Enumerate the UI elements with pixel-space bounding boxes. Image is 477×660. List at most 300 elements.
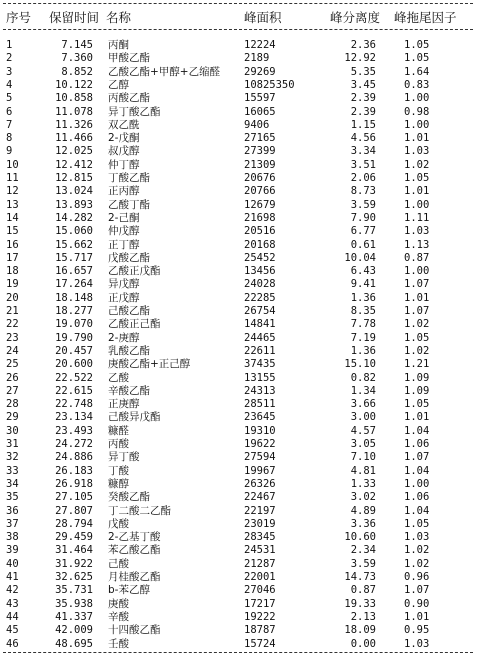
- cell-compound-name: 2-庚醇: [108, 331, 140, 344]
- table-bottom-rule: [3, 652, 473, 653]
- table-row: [0, 518, 477, 531]
- cell-compound-name: 丙酮: [108, 39, 129, 51]
- cell-retention-time: 20.457: [55, 344, 93, 357]
- cell-resolution: 3.36: [350, 517, 376, 530]
- table-row: [0, 172, 477, 185]
- cell-index: 41: [6, 571, 19, 583]
- table-row: [0, 278, 477, 291]
- cell-tailing-factor: 1.02: [404, 544, 430, 557]
- table-row: [0, 265, 477, 278]
- cell-tailing-factor: 1.03: [404, 225, 430, 238]
- cell-peak-area: 20168: [244, 238, 276, 251]
- cell-tailing-factor: 1.09: [404, 371, 430, 384]
- cell-compound-name: 丁二酸二乙酯: [108, 504, 171, 517]
- cell-tailing-factor: 1.03: [404, 145, 430, 158]
- cell-index: 37: [6, 517, 19, 530]
- cell-compound-name: 叔戊醇: [108, 145, 140, 158]
- cell-index: 9: [6, 145, 13, 158]
- cell-tailing-factor: 1.02: [404, 557, 430, 570]
- table-row: [0, 544, 477, 557]
- table-row: [0, 225, 477, 238]
- cell-index: 43: [6, 597, 19, 610]
- table-row: [0, 398, 477, 411]
- cell-index: 27: [6, 384, 19, 397]
- cell-index: 35: [6, 491, 19, 504]
- cell-retention-time: 15.662: [55, 238, 93, 251]
- cell-index: 28: [6, 398, 19, 411]
- cell-index: 12: [6, 185, 19, 198]
- cell-peak-area: 13456: [244, 265, 276, 278]
- cell-resolution: 4.56: [350, 132, 376, 145]
- cell-tailing-factor: 0.90: [404, 597, 430, 610]
- cell-index: 10: [6, 158, 19, 171]
- cell-retention-time: 22.615: [55, 384, 93, 397]
- cell-compound-name: 仲戊醇: [108, 225, 140, 238]
- cell-tailing-factor: 0.83: [404, 78, 430, 91]
- table-row: [0, 611, 477, 624]
- cell-index: 38: [6, 531, 19, 544]
- table-row: [0, 252, 477, 265]
- table-row: [0, 571, 477, 584]
- cell-peak-area: 27594: [244, 451, 276, 464]
- cell-retention-time: 7.360: [61, 52, 93, 65]
- cell-index: 20: [6, 291, 19, 304]
- cell-peak-area: 10825350: [244, 78, 295, 91]
- cell-resolution: 9.41: [350, 278, 376, 291]
- column-header-index: 序号: [6, 10, 32, 25]
- cell-peak-area: 2189: [244, 52, 270, 65]
- table-row: [0, 624, 477, 637]
- cell-resolution: 10.04: [344, 251, 376, 264]
- cell-retention-time: 13.024: [55, 185, 93, 198]
- cell-compound-name: 己酸: [108, 557, 129, 570]
- cell-tailing-factor: 1.01: [404, 411, 430, 424]
- cell-compound-name: 苯乙酸乙酯: [108, 544, 161, 557]
- cell-tailing-factor: 1.07: [404, 451, 430, 464]
- cell-compound-name: 双乙酰: [108, 118, 140, 131]
- cell-compound-name: 糠醇: [108, 477, 129, 490]
- cell-tailing-factor: 1.03: [404, 637, 430, 650]
- cell-compound-name: 己酸乙酯: [108, 305, 150, 317]
- table-row: [0, 491, 477, 504]
- cell-index: 2: [6, 52, 13, 65]
- table-row: [0, 438, 477, 451]
- cell-peak-area: 19967: [244, 464, 276, 477]
- cell-retention-time: 18.148: [55, 291, 93, 304]
- cell-compound-name: b-苯乙醇: [108, 584, 150, 597]
- cell-index: 33: [6, 464, 19, 477]
- cell-tailing-factor: 1.04: [404, 424, 430, 437]
- cell-resolution: 6.77: [350, 225, 376, 238]
- cell-retention-time: 26.183: [55, 464, 93, 477]
- cell-index: 45: [6, 624, 19, 637]
- column-header-tailing-factor: 峰拖尾因子: [394, 10, 457, 25]
- table-row: [0, 66, 477, 79]
- cell-peak-area: 22285: [244, 291, 276, 304]
- cell-peak-area: 24531: [244, 544, 276, 557]
- cell-index: 25: [6, 358, 19, 371]
- cell-resolution: 8.35: [350, 305, 376, 317]
- table-row: [0, 199, 477, 212]
- cell-compound-name: 2-己酮: [108, 211, 140, 224]
- table-row: [0, 106, 477, 119]
- cell-retention-time: 20.600: [55, 358, 93, 371]
- cell-tailing-factor: 0.95: [404, 624, 430, 637]
- cell-peak-area: 27399: [244, 145, 276, 158]
- table-row: [0, 332, 477, 345]
- cell-tailing-factor: 1.04: [404, 464, 430, 477]
- cell-resolution: 3.05: [350, 438, 376, 450]
- table-row: [0, 305, 477, 318]
- cell-retention-time: 22.748: [55, 398, 93, 411]
- table-row: [0, 372, 477, 385]
- cell-retention-time: 41.337: [55, 610, 93, 623]
- cell-index: 8: [6, 132, 13, 145]
- table-row: [0, 478, 477, 491]
- cell-tailing-factor: 1.03: [404, 531, 430, 544]
- table-row: [0, 465, 477, 478]
- cell-retention-time: 14.282: [55, 211, 93, 224]
- table-row: [0, 119, 477, 132]
- cell-resolution: 1.36: [350, 344, 376, 357]
- cell-index: 17: [6, 251, 19, 264]
- cell-compound-name: 异戊醇: [108, 278, 140, 291]
- cell-resolution: 4.57: [350, 424, 376, 437]
- cell-tailing-factor: 0.96: [404, 571, 430, 583]
- cell-index: 40: [6, 557, 19, 570]
- cell-compound-name: 乙酸乙酯+甲醇+乙缩醛: [108, 65, 221, 78]
- cell-compound-name: 乳酸乙酯: [108, 344, 150, 357]
- cell-peak-area: 24313: [244, 384, 276, 397]
- cell-tailing-factor: 1.02: [404, 158, 430, 171]
- cell-index: 18: [6, 265, 19, 278]
- cell-compound-name: 正庚醇: [108, 398, 140, 411]
- table-row: [0, 292, 477, 305]
- cell-peak-area: 12224: [244, 39, 276, 51]
- cell-tailing-factor: 1.09: [404, 384, 430, 397]
- cell-resolution: 0.61: [350, 238, 376, 251]
- cell-retention-time: 19.070: [55, 318, 93, 331]
- cell-retention-time: 23.134: [55, 411, 93, 424]
- cell-resolution: 8.73: [350, 185, 376, 198]
- cell-resolution: 1.36: [350, 291, 376, 304]
- cell-peak-area: 21287: [244, 557, 276, 570]
- cell-compound-name: 乙酸: [108, 371, 129, 384]
- cell-index: 13: [6, 198, 19, 211]
- cell-resolution: 2.39: [350, 92, 376, 105]
- cell-peak-area: 24465: [244, 331, 276, 344]
- cell-tailing-factor: 1.05: [404, 39, 430, 51]
- table-row: [0, 239, 477, 252]
- table-row: [0, 39, 477, 52]
- cell-compound-name: 乙醇: [108, 78, 129, 91]
- cell-retention-time: 18.277: [55, 305, 93, 317]
- cell-peak-area: 22611: [244, 344, 276, 357]
- cell-peak-area: 24028: [244, 278, 276, 291]
- cell-resolution: 18.09: [344, 624, 376, 637]
- cell-retention-time: 8.852: [61, 65, 93, 78]
- cell-resolution: 3.59: [350, 198, 376, 211]
- table-row: [0, 132, 477, 145]
- cell-compound-name: 正丁醇: [108, 238, 140, 251]
- table-row: [0, 598, 477, 611]
- cell-retention-time: 35.938: [55, 597, 93, 610]
- cell-compound-name: 丁酸: [108, 464, 129, 477]
- cell-resolution: 1.33: [350, 477, 376, 490]
- cell-tailing-factor: 1.05: [404, 398, 430, 411]
- cell-tailing-factor: 0.87: [404, 251, 430, 264]
- cell-peak-area: 28511: [244, 398, 276, 411]
- cell-resolution: 3.66: [350, 398, 376, 411]
- cell-retention-time: 17.264: [55, 278, 93, 291]
- cell-resolution: 3.45: [350, 78, 376, 91]
- cell-resolution: 0.87: [350, 584, 376, 597]
- cell-peak-area: 12679: [244, 198, 276, 211]
- cell-retention-time: 11.078: [55, 105, 93, 118]
- cell-retention-time: 31.922: [55, 557, 93, 570]
- cell-compound-name: 2-戊酮: [108, 132, 140, 145]
- cell-peak-area: 37435: [244, 358, 276, 371]
- cell-peak-area: 23645: [244, 411, 276, 424]
- cell-retention-time: 23.493: [55, 424, 93, 437]
- cell-retention-time: 42.009: [55, 624, 93, 637]
- cell-retention-time: 24.886: [55, 451, 93, 464]
- cell-resolution: 7.10: [350, 451, 376, 464]
- cell-tailing-factor: 1.01: [404, 185, 430, 198]
- cell-resolution: 15.10: [344, 358, 376, 371]
- cell-retention-time: 15.060: [55, 225, 93, 238]
- cell-tailing-factor: 1.64: [404, 65, 430, 78]
- cell-resolution: 0.82: [350, 371, 376, 384]
- cell-tailing-factor: 1.06: [404, 491, 430, 504]
- column-header-resolution: 峰分离度: [330, 10, 381, 25]
- cell-resolution: 1.15: [350, 118, 376, 131]
- cell-index: 16: [6, 238, 19, 251]
- cell-retention-time: 12.025: [55, 145, 93, 158]
- cell-peak-area: 13155: [244, 371, 276, 384]
- cell-peak-area: 9406: [244, 118, 270, 131]
- cell-retention-time: 11.326: [55, 118, 93, 131]
- cell-compound-name: 乙酸正己酯: [108, 318, 161, 331]
- cell-peak-area: 27046: [244, 584, 276, 597]
- cell-resolution: 2.13: [350, 610, 376, 623]
- cell-peak-area: 15724: [244, 637, 276, 650]
- cell-index: 36: [6, 504, 19, 517]
- cell-peak-area: 15597: [244, 92, 276, 105]
- cell-peak-area: 27165: [244, 132, 276, 145]
- cell-resolution: 2.06: [350, 172, 376, 184]
- cell-retention-time: 28.794: [55, 517, 93, 530]
- cell-peak-area: 22467: [244, 491, 276, 504]
- table-row: [0, 451, 477, 464]
- table-row: [0, 558, 477, 571]
- cell-index: 29: [6, 411, 19, 424]
- cell-compound-name: 庚酸: [108, 597, 129, 610]
- cell-compound-name: 丙酸: [108, 438, 129, 450]
- cell-resolution: 19.33: [344, 597, 376, 610]
- cell-index: 34: [6, 477, 19, 490]
- cell-retention-time: 7.145: [61, 39, 93, 51]
- cell-index: 14: [6, 211, 19, 224]
- cell-index: 31: [6, 438, 19, 450]
- cell-retention-time: 10.858: [55, 92, 93, 105]
- header-separator-rule: [3, 29, 473, 30]
- cell-index: 21: [6, 305, 19, 317]
- cell-peak-area: 29269: [244, 65, 276, 78]
- cell-resolution: 6.43: [350, 265, 376, 278]
- cell-peak-area: 16065: [244, 105, 276, 118]
- cell-tailing-factor: 1.00: [404, 265, 430, 278]
- cell-retention-time: 27.807: [55, 504, 93, 517]
- cell-resolution: 3.02: [350, 491, 376, 504]
- cell-resolution: 12.92: [344, 52, 376, 65]
- cell-peak-area: 14841: [244, 318, 276, 331]
- cell-compound-name: 月桂酸乙酯: [108, 571, 161, 583]
- cell-compound-name: 戊酸: [108, 517, 129, 530]
- cell-peak-area: 22001: [244, 571, 276, 583]
- cell-peak-area: 21309: [244, 158, 276, 171]
- cell-tailing-factor: 1.06: [404, 438, 430, 450]
- cell-tailing-factor: 1.00: [404, 118, 430, 131]
- cell-compound-name: 正戊醇: [108, 291, 140, 304]
- cell-index: 30: [6, 424, 19, 437]
- cell-compound-name: 丁酸乙酯: [108, 172, 150, 184]
- cell-index: 7: [6, 118, 13, 131]
- table-row: [0, 318, 477, 331]
- table-row: [0, 145, 477, 158]
- cell-peak-area: 21698: [244, 211, 276, 224]
- cell-compound-name: 2-乙基丁酸: [108, 531, 161, 544]
- cell-peak-area: 19222: [244, 610, 276, 623]
- table-row: [0, 638, 477, 651]
- cell-compound-name: 正丙醇: [108, 185, 140, 198]
- cell-retention-time: 22.522: [55, 371, 93, 384]
- cell-resolution: 4.89: [350, 504, 376, 517]
- cell-tailing-factor: 0.98: [404, 105, 430, 118]
- cell-peak-area: 20766: [244, 185, 276, 198]
- cell-resolution: 10.60: [344, 531, 376, 544]
- cell-retention-time: 15.717: [55, 251, 93, 264]
- cell-compound-name: 甲酸乙酯: [108, 52, 150, 65]
- cell-retention-time: 26.918: [55, 477, 93, 490]
- cell-tailing-factor: 1.11: [404, 211, 430, 224]
- cell-retention-time: 12.412: [55, 158, 93, 171]
- cell-tailing-factor: 1.05: [404, 331, 430, 344]
- cell-index: 11: [6, 172, 19, 184]
- cell-index: 26: [6, 371, 19, 384]
- table-row: [0, 185, 477, 198]
- cell-compound-name: 乙酸正戊酯: [108, 265, 161, 278]
- table-row: [0, 52, 477, 65]
- cell-resolution: 3.00: [350, 411, 376, 424]
- cell-retention-time: 16.657: [55, 265, 93, 278]
- cell-resolution: 2.36: [350, 39, 376, 51]
- cell-tailing-factor: 1.13: [404, 238, 430, 251]
- cell-compound-name: 壬酸: [108, 637, 129, 650]
- table-row: [0, 385, 477, 398]
- cell-compound-name: 糠醛: [108, 424, 129, 437]
- cell-tailing-factor: 1.05: [404, 172, 430, 184]
- cell-compound-name: 十四酸乙酯: [108, 624, 161, 637]
- cell-peak-area: 28345: [244, 531, 276, 544]
- cell-resolution: 3.59: [350, 557, 376, 570]
- cell-index: 23: [6, 331, 19, 344]
- cell-tailing-factor: 1.07: [404, 305, 430, 317]
- cell-compound-name: 乙酸丁酯: [108, 198, 150, 211]
- cell-peak-area: 26326: [244, 477, 276, 490]
- cell-tailing-factor: 1.00: [404, 477, 430, 490]
- cell-tailing-factor: 1.00: [404, 198, 430, 211]
- cell-peak-area: 18787: [244, 624, 276, 637]
- cell-compound-name: 异丁酸: [108, 451, 140, 464]
- table-row: [0, 358, 477, 371]
- cell-tailing-factor: 1.07: [404, 584, 430, 597]
- cell-resolution: 7.19: [350, 331, 376, 344]
- cell-compound-name: 己酸异戊酯: [108, 411, 161, 424]
- cell-tailing-factor: 1.01: [404, 132, 430, 145]
- cell-resolution: 7.78: [350, 318, 376, 331]
- column-header-retention-time: 保留时间: [49, 10, 100, 25]
- cell-index: 4: [6, 78, 13, 91]
- table-row: [0, 411, 477, 424]
- cell-retention-time: 27.105: [55, 491, 93, 504]
- cell-resolution: 4.81: [350, 464, 376, 477]
- cell-peak-area: 26754: [244, 305, 276, 317]
- cell-peak-area: 22197: [244, 504, 276, 517]
- table-top-rule: [3, 3, 473, 4]
- cell-resolution: 14.73: [344, 571, 376, 583]
- cell-retention-time: 11.466: [55, 132, 93, 145]
- cell-resolution: 0.00: [350, 637, 376, 650]
- table-row: [0, 79, 477, 92]
- cell-peak-area: 20516: [244, 225, 276, 238]
- cell-retention-time: 32.625: [55, 571, 93, 583]
- cell-index: 42: [6, 584, 19, 597]
- cell-index: 15: [6, 225, 19, 238]
- cell-peak-area: 23019: [244, 517, 276, 530]
- cell-retention-time: 31.464: [55, 544, 93, 557]
- table-row: [0, 159, 477, 172]
- cell-compound-name: 仲丁醇: [108, 158, 140, 171]
- cell-retention-time: 35.731: [55, 584, 93, 597]
- table-row: [0, 425, 477, 438]
- cell-tailing-factor: 1.02: [404, 318, 430, 331]
- cell-peak-area: 19622: [244, 438, 276, 450]
- table-row: [0, 345, 477, 358]
- cell-resolution: 2.34: [350, 544, 376, 557]
- cell-compound-name: 庚酸乙酯+正己醇: [108, 358, 191, 371]
- cell-retention-time: 13.893: [55, 198, 93, 211]
- cell-retention-time: 24.272: [55, 438, 93, 450]
- cell-resolution: 5.35: [350, 65, 376, 78]
- cell-resolution: 1.34: [350, 384, 376, 397]
- cell-compound-name: 丙酸乙酯: [108, 92, 150, 105]
- cell-tailing-factor: 1.07: [404, 278, 430, 291]
- column-header-name: 名称: [106, 10, 132, 25]
- cell-index: 5: [6, 92, 13, 105]
- table-row: [0, 212, 477, 225]
- cell-compound-name: 异丁酸乙酯: [108, 105, 161, 118]
- cell-index: 32: [6, 451, 19, 464]
- cell-peak-area: 19310: [244, 424, 276, 437]
- table-row: [0, 584, 477, 597]
- cell-resolution: 3.34: [350, 145, 376, 158]
- cell-compound-name: 辛酸乙酯: [108, 384, 150, 397]
- cell-tailing-factor: 1.21: [404, 358, 430, 371]
- table-row: [0, 531, 477, 544]
- cell-index: 1: [6, 39, 13, 51]
- cell-retention-time: 19.790: [55, 331, 93, 344]
